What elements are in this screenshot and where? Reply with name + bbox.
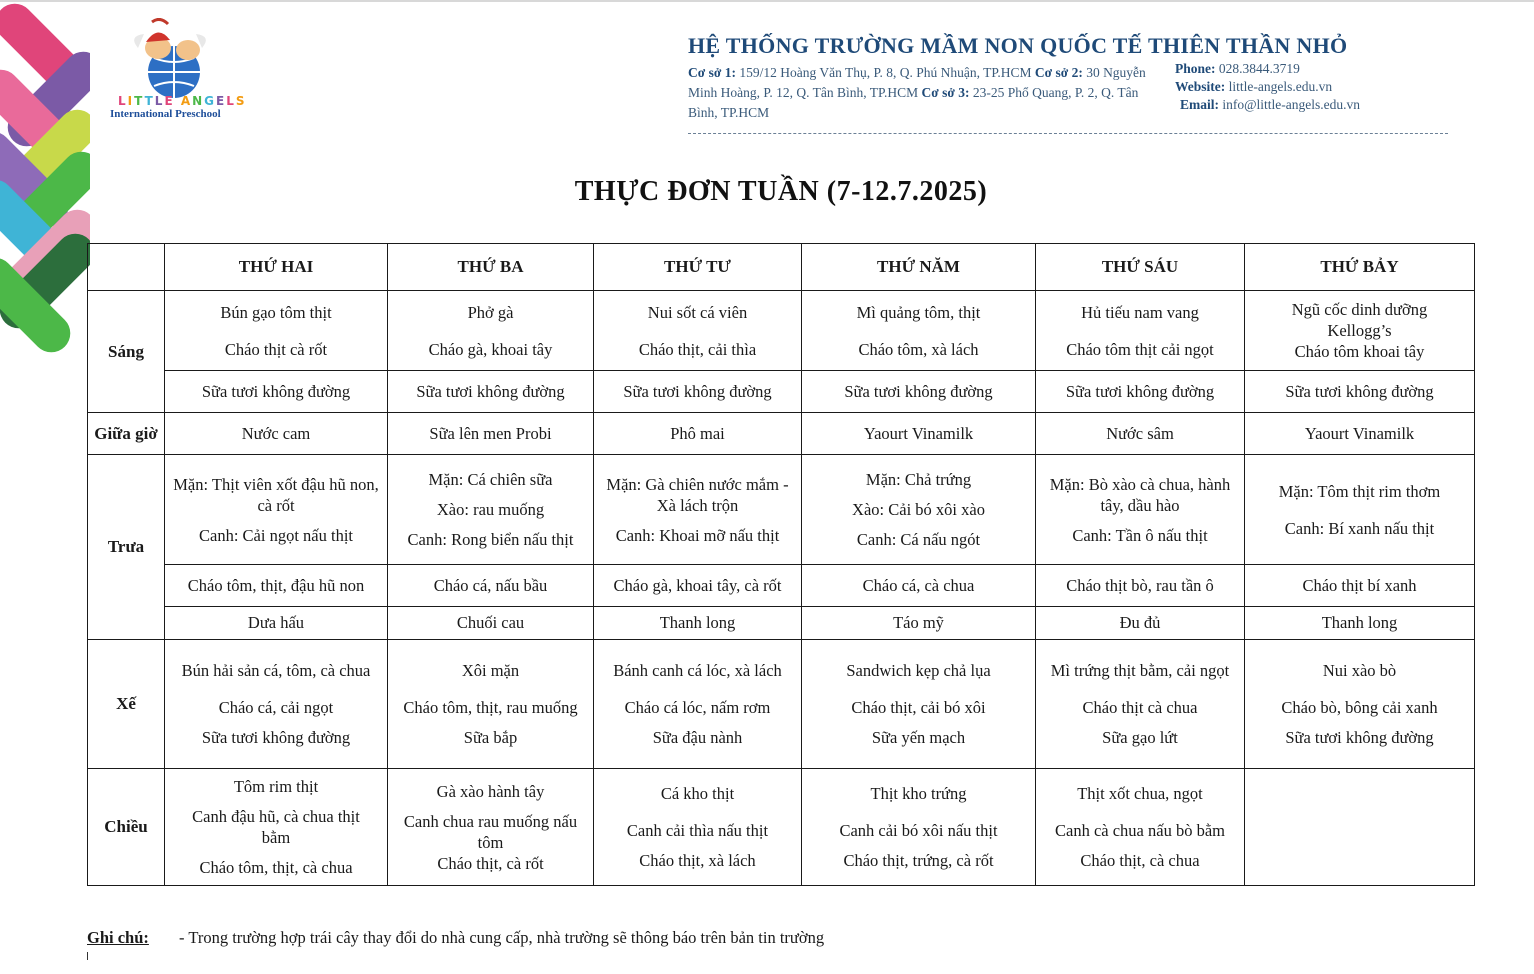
chieu-mon [165,769,388,886]
dish: Sữa gạo lứt [1102,728,1178,747]
dish: Sữa tươi không đường [1285,728,1434,747]
sang-milk-fri: Sữa tươi không đường [1036,371,1245,413]
sang-milk-mon: Sữa tươi không đường [165,371,388,413]
sang-main-fri [1036,291,1245,371]
trua-fruit-wed: Thanh long [594,607,802,640]
campus-1-address: 159/12 Hoàng Văn Thụ, P. 8, Q. Phú Nhuận, TP.HCM [739,65,1032,80]
campus-3-label: Cơ sở 3: [921,85,970,100]
trua-chao-sat: Cháo thịt bí xanh [1245,565,1475,607]
giua-gio-sat: Yaourt Vinamilk [1245,413,1475,455]
dish: Sữa yến mạch [871,728,966,747]
dish: Bánh canh cá lóc, xà lách [613,661,782,680]
day-header-thu: THỨ NĂM [802,244,1036,291]
dish: Gà xào hành tây [436,781,545,801]
chieu-sat [1245,769,1475,886]
dish: Mì quảng tôm, thịt [856,302,981,322]
dish: Cháo thịt, cà rốt [437,853,544,873]
dish: Mặn: Bò xào cà chua, hành tây, dầu hào [1049,474,1231,515]
dish: Canh cải thìa nấu thịt [626,821,769,840]
xe-fri [1036,640,1245,769]
dish: Canh cà chua nấu bò bằm [1055,821,1225,840]
trua-main-mon [165,455,388,565]
xe-sat [1245,640,1475,769]
logo-subtitle: International Preschool [110,108,221,120]
dish: Cháo tôm khoai tây [1294,342,1425,361]
dish: Xào: rau muống [436,500,545,519]
dish: Cá kho thịt [660,784,735,803]
trua-fruit-mon: Dưa hấu [165,607,388,640]
note-label: Ghi chú: [87,928,149,947]
dish: Canh: Khoai mỡ nấu thịt [615,525,780,545]
table-row-trua-fruit [88,607,1475,640]
dish: Sữa bắp [463,728,518,747]
dish: Mặn: Tôm thịt rim thơm [1278,481,1441,501]
dish: Tôm rim thịt [233,777,319,796]
dish: Cháo tôm, thịt, rau muống [403,698,578,717]
campus-3-address: 23-25 Phổ Quang, P. 2, Q. Tân Bình, TP.HCM [688,85,1139,120]
trua-chao-wed: Cháo gà, khoai tây, cà rốt [594,565,802,607]
dish: Cháo thịt, cà chua [1080,851,1200,870]
sang-milk-sat: Sữa tươi không đường [1245,371,1475,413]
trua-main-sat [1245,455,1475,565]
dish: Cháo tôm, xà lách [858,339,979,359]
table-row-xe [88,640,1475,769]
trua-main-tue [388,455,594,565]
dish: Xào: Cải bó xôi xào [852,500,985,519]
table-row-trua-chao [88,565,1475,607]
giua-gio-wed: Phô mai [594,413,802,455]
chieu-fri [1036,769,1245,886]
sang-milk-thu: Sữa tươi không đường [802,371,1036,413]
table-row-chieu [88,769,1475,886]
sang-main-wed [594,291,802,371]
header-divider [688,133,1448,134]
table-header-row [88,244,1475,291]
dish: Cháo bò, bông cải xanh [1281,698,1438,717]
trua-chao-fri: Cháo thịt bò, rau tần ô [1036,565,1245,607]
dish: Bún gạo tôm thịt [220,302,332,322]
corner-cell [88,244,165,291]
dish: Mặn: Thịt viên xốt đậu hũ non, cà rốt [173,474,379,515]
table-row-sang-main [88,291,1475,371]
chieu-tue [388,769,594,886]
xe-wed [594,640,802,769]
dish: Cháo thịt cà chua [1082,698,1198,717]
day-header-wed: THỨ TƯ [594,244,802,291]
dish: Cháo thịt, cải bó xôi [851,698,986,717]
xe-mon [165,640,388,769]
campus-2-label: Cơ sở 2: [1034,65,1083,80]
giua-gio-fri: Nước sâm [1036,413,1245,455]
giua-gio-tue: Sữa lên men Probi [388,413,594,455]
day-header-sat: THỨ BẢY [1245,244,1475,291]
top-border-line [0,0,1534,2]
meal-label-trua: Trưa [88,455,165,640]
dish: Nui xào bò [1322,661,1397,680]
dish: Canh: Rong biển nấu thịt [407,530,574,549]
dish: Bún hải sản cá, tôm, cà chua [181,661,371,680]
phone-label: Phone: [1175,61,1216,76]
trua-fruit-tue: Chuối cau [388,607,594,640]
chieu-thu [802,769,1036,886]
dish: Hủ tiếu nam vang [1081,302,1199,322]
dish: Cháo cá, cải ngọt [218,698,334,717]
sang-milk-wed: Sữa tươi không đường [594,371,802,413]
trua-chao-tue: Cháo cá, nấu bầu [388,565,594,607]
dish: Canh: Cá nấu ngót [856,530,981,549]
day-header-fri: THỨ SÁU [1036,244,1245,291]
dish: Cháo thịt, xà lách [639,851,756,870]
dish: Canh chua rau muống nấu tôm [403,811,578,852]
campus-2-address: 30 Nguyễn Minh Hoàng, P. 12, Q. Tân Bình, TP.HCM [688,65,1146,100]
dish: Sandwich kẹp chả lụa [846,661,991,680]
sang-main-thu [802,291,1036,371]
dish: Mì trứng thịt bằm, cải ngọt [1050,661,1230,680]
table-row-trua-main [88,455,1475,565]
dish: Cháo cá lóc, nấm rơm [624,698,771,717]
dish: Cháo gà, khoai tây [428,339,553,359]
meal-label-xe: Xế [88,640,165,769]
margin-mark [87,952,88,960]
email-line [1180,97,1360,113]
dish: Canh đậu hũ, cà chua thịt bằm [192,807,360,847]
meal-label-giua-gio: Giữa giờ [88,413,165,455]
website-label: Website: [1175,79,1226,94]
chieu-wed [594,769,802,886]
giua-gio-thu: Yaourt Vinamilk [802,413,1036,455]
dish: Canh: Bí xanh nấu thịt [1284,518,1435,538]
globe-angels-icon [108,18,240,98]
trua-main-fri [1036,455,1245,565]
dish: Cháo thịt, trứng, cà rốt [843,851,994,870]
table-row-giua-gio [88,413,1475,455]
dish: Thịt kho trứng [870,784,967,803]
school-name: HỆ THỐNG TRƯỜNG MẦM NON QUỐC TẾ THIÊN THẦN NHỎ [688,33,1348,58]
page-title: THỰC ĐƠN TUẦN (7-12.7.2025) [574,176,988,207]
dish: Cháo tôm thịt cải ngọt [1066,339,1214,359]
trua-chao-mon: Cháo tôm, thịt, đậu hũ non [165,565,388,607]
trua-main-wed [594,455,802,565]
xe-thu [802,640,1036,769]
website-line [1175,79,1332,95]
dish: Xôi mặn [461,661,520,680]
trua-fruit-sat: Thanh long [1245,607,1475,640]
weekly-menu-table [87,243,1475,886]
footnote [87,928,825,948]
dish: Phở gà [467,302,514,322]
dish: Thịt xốt chua, ngọt [1077,784,1203,803]
campus-1-label: Cơ sở 1: [688,65,736,80]
phone-number: 028.3844.3719 [1218,61,1300,76]
campus-addresses [688,63,1156,123]
sang-main-sat [1245,291,1475,371]
table-row-sang-milk [88,371,1475,413]
dish: Cháo thịt, cải thìa [638,339,757,359]
dish: Mặn: Chả trứng [865,470,972,489]
trua-chao-thu: Cháo cá, cà chua [802,565,1036,607]
sang-milk-tue: Sữa tươi không đường [388,371,594,413]
giua-gio-mon: Nước cam [165,413,388,455]
meal-label-chieu: Chiều [88,769,165,886]
sang-main-tue [388,291,594,371]
day-header-mon: THỨ HAI [165,244,388,291]
dish: Canh cải bó xôi nấu thịt [839,821,998,840]
sang-main-mon [165,291,388,371]
xe-tue [388,640,594,769]
email-link[interactable]: info@little-angels.edu.vn [1222,97,1361,112]
dish: Canh: Tần ô nấu thịt [1072,525,1208,545]
logo-title: LITTLE ANGELS [118,94,247,108]
dish: Sữa tươi không đường [201,728,351,747]
dish: Cháo tôm, thịt, cà chua [199,858,353,877]
phone-line [1175,61,1300,77]
meal-label-sang: Sáng [88,291,165,413]
dish: Nui sốt cá viên [647,302,748,322]
dish: Mặn: Cá chiên sữa [428,470,553,489]
trua-main-thu [802,455,1036,565]
dish: Cháo thịt cà rốt [224,339,328,359]
day-header-tue: THỨ BA [388,244,594,291]
website-link[interactable]: little-angels.edu.vn [1228,79,1333,94]
trua-fruit-fri: Đu đủ [1036,607,1245,640]
trua-fruit-thu: Táo mỹ [802,607,1036,640]
note-text: - Trong trường hợp trái cây thay đổi do nhà cung cấp, nhà trường sẽ thông báo trên bản tin trường [179,928,825,947]
dish: Sữa đậu nành [652,728,743,747]
email-label: Email: [1180,97,1219,112]
dish: Canh: Cải ngọt nấu thịt [199,525,353,545]
dish: Mặn: Gà chiên nước mắm - Xà lách trộn [606,474,789,515]
dish: Ngũ cốc dinh dưỡng Kellogg’s [1291,300,1428,340]
